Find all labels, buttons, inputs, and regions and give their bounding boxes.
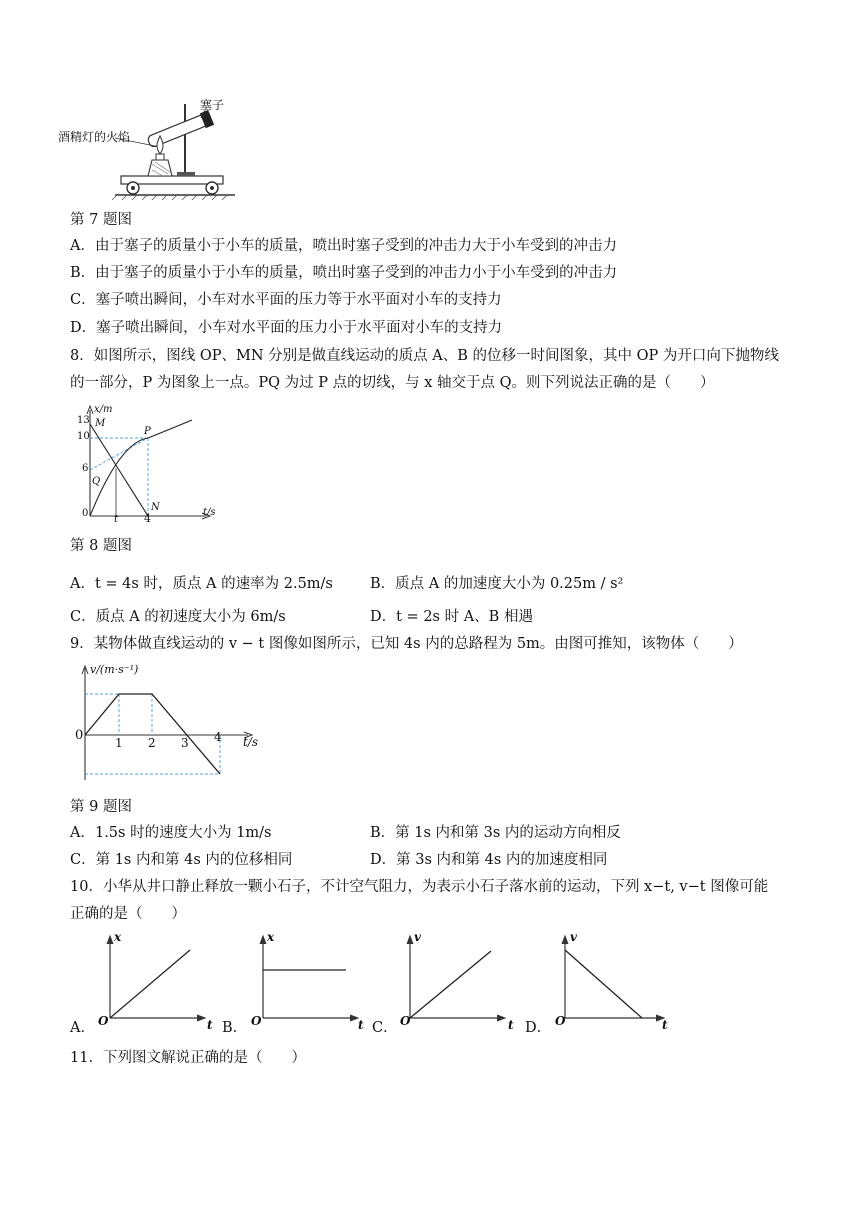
q8-point-m: M: [95, 418, 106, 429]
q10-graph-d: [550, 930, 670, 1025]
q8-point-p: P: [144, 426, 151, 437]
q10-b-y-label: x: [267, 930, 275, 944]
q10-b-origin: O: [251, 1014, 262, 1028]
q10-b-x-label: t: [358, 1018, 364, 1032]
q10-choice-a-letter: A．: [70, 1020, 95, 1036]
q9-caption: 第 9 题图: [70, 799, 132, 815]
q9-x-tick-2: 2: [148, 736, 156, 750]
q9-x-axis-label: t/s: [243, 735, 259, 749]
q10-d-x-label: t: [662, 1018, 668, 1032]
q10-choice-b-letter: B．: [222, 1020, 248, 1036]
q8-point-n: N: [151, 502, 160, 513]
q8-option-a: A．t = 4s 时，质点 A 的速率为 2.5m/s: [70, 576, 333, 592]
q8-option-d: D．t = 2s 时 A、B 相遇: [370, 609, 533, 625]
q7-caption: 第 7 题图: [70, 212, 132, 228]
q9-stem: 9．某物体做直线运动的 v − t 图像如图所示，已知 4s 内的总路程为 5m。由图可推知，该物体（ ）: [70, 636, 743, 652]
q7-label-stopper: 塞子: [200, 98, 225, 112]
q10-choice-d-letter: D．: [525, 1020, 552, 1036]
q8-y-axis-label: x/m: [94, 404, 113, 415]
q9-option-a: A．1.5s 时的速度大小为 1m/s: [70, 825, 272, 841]
q10-stem-line1: 10．小华从井口静止释放一颗小石子，不计空气阻力，为表示小石子落水前的运动，下列 x−t, v−t 图像可能: [70, 879, 769, 895]
q7-option-c: C．塞子喷出瞬间，小车对水平面的压力等于水平面对小车的支持力: [70, 292, 502, 308]
q9-option-b: B．第 1s 内和第 3s 内的运动方向相反: [370, 825, 621, 841]
q10-c-y-label: v: [414, 930, 421, 944]
q8-point-q: Q: [92, 476, 101, 487]
q8-caption: 第 8 题图: [70, 538, 132, 554]
q10-c-origin: O: [400, 1014, 411, 1028]
q10-d-origin: O: [555, 1014, 566, 1028]
q7-option-b: B．由于塞子的质量小于小车的质量，喷出时塞子受到的冲击力小于小车受到的冲击力: [70, 265, 618, 281]
q10-a-y-label: x: [114, 930, 122, 944]
q10-graph-a: [95, 930, 210, 1025]
q8-option-c: C．质点 A 的初速度大小为 6m/s: [70, 609, 286, 625]
q8-x-axis-label: t/s: [203, 507, 216, 518]
q8-option-b: B．质点 A 的加速度大小为 0.25m / s²: [370, 576, 624, 592]
q10-a-origin: O: [98, 1014, 109, 1028]
q8-y-tick-0: 0: [82, 508, 89, 519]
q10-graph-c: [395, 930, 510, 1025]
q9-x-tick-3: 3: [181, 736, 189, 750]
q9-x-tick-4: 4: [214, 730, 222, 744]
q7-option-a: A．由于塞子的质量小于小车的质量，喷出时塞子受到的冲击力大于小车受到的冲击力: [70, 238, 617, 254]
q7-label-flame: 酒精灯的火焰: [58, 130, 131, 144]
q8-y-tick-13: 13: [77, 415, 90, 426]
q7-option-d: D．塞子喷出瞬间，小车对水平面的压力小于水平面对小车的支持力: [70, 320, 503, 336]
q8-y-tick-6: 6: [82, 463, 89, 474]
q11-stem: 11．下列图文解说正确的是（ ）: [70, 1050, 306, 1066]
q10-a-x-label: t: [207, 1018, 213, 1032]
q10-stem-line2: 正确的是（ ）: [70, 906, 186, 922]
q9-x-tick-1: 1: [115, 736, 123, 750]
q9-option-c: C．第 1s 内和第 4s 内的位移相同: [70, 852, 293, 868]
q8-y-tick-10: 10: [77, 431, 90, 442]
q9-option-d: D．第 3s 内和第 4s 内的加速度相同: [370, 852, 608, 868]
q10-choice-c-letter: C．: [372, 1020, 398, 1036]
q8-x-tick-4: 4: [144, 512, 151, 525]
q9-graph: [70, 660, 270, 790]
q10-graph-b: [248, 930, 363, 1025]
q9-origin-label: 0: [75, 728, 84, 743]
q8-x-tick-t: t: [114, 514, 119, 525]
q8-stem-line2: 的一部分，P 为图象上一点。PQ 为过 P 点的切线，与 x 轴交于点 Q。则下列说法正确的是（ ）: [70, 375, 715, 391]
q8-stem-line1: 8．如图所示，图线 OP、MN 分别是做直线运动的质点 A、B 的位移一时间图象，其中 OP 为开口向下抛物线: [70, 348, 779, 364]
q9-y-axis-label: v/(m·s⁻¹): [90, 663, 139, 676]
q10-d-y-label: v: [570, 930, 577, 944]
q10-c-x-label: t: [508, 1018, 514, 1032]
